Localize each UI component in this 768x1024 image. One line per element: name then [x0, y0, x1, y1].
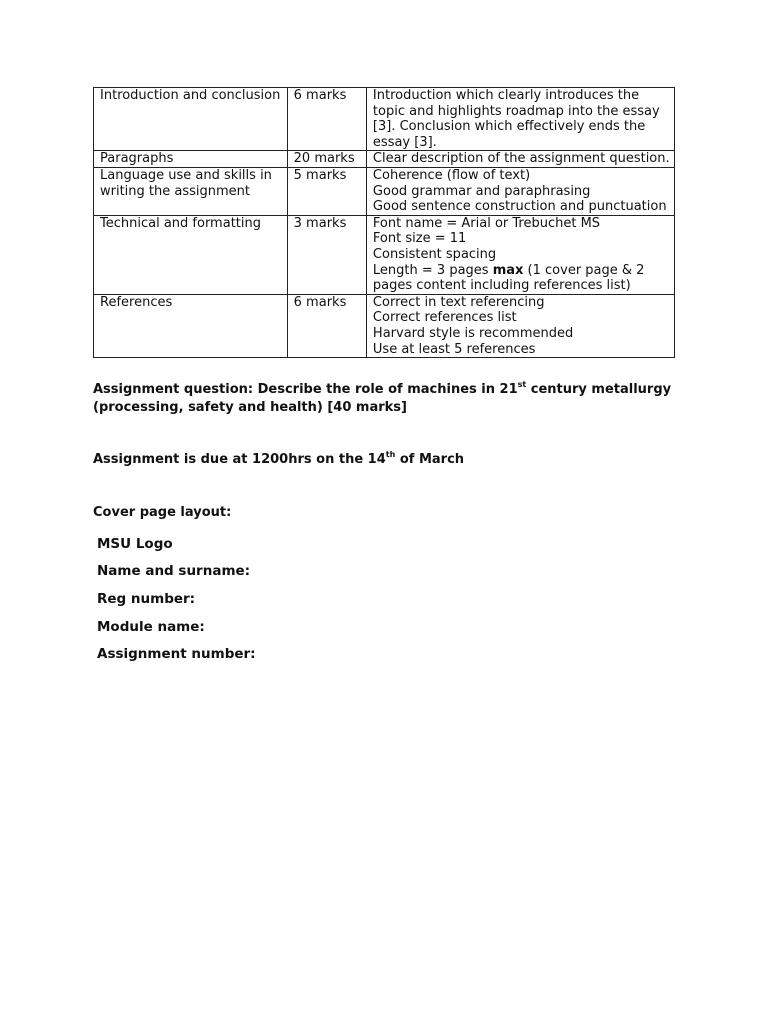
- criterion-cell: [94, 294, 288, 357]
- ordinal-suffix: st: [517, 380, 527, 389]
- criterion-label: Paragraphs: [100, 151, 174, 167]
- assignment-question: [93, 381, 671, 417]
- description-line: Clear description of the assignment question.: [372, 151, 670, 167]
- cover-item-assignment-number: Assignment number:: [97, 646, 256, 662]
- description-cell: [366, 294, 674, 357]
- description-line: Font size = 11: [372, 231, 467, 247]
- description-line: [3]. Conclusion which effectively ends the: [372, 119, 646, 135]
- table-row: [94, 215, 675, 294]
- description-line: Introduction which clearly introduces the: [372, 88, 640, 103]
- emphasis-text: max: [492, 262, 524, 278]
- marks-cell: [287, 88, 366, 151]
- text-run: Assignment question: Describe the role of machines in 21: [93, 382, 518, 397]
- description-line: Use at least 5 references: [372, 341, 536, 357]
- description-line: essay [3].: [372, 134, 437, 150]
- criterion-label: Introduction and conclusion: [100, 88, 281, 103]
- criterion-cell: [94, 88, 288, 151]
- text-run: Length = 3 pages: [372, 262, 493, 278]
- criterion-label: References: [100, 294, 173, 310]
- description-line: Harvard style is recommended: [372, 325, 574, 341]
- table-row: [94, 167, 675, 215]
- criterion-label: Technical and formatting: [100, 215, 261, 231]
- ordinal-suffix: th: [385, 450, 396, 459]
- marks-cell: [287, 167, 366, 215]
- description-line: topic and highlights roadmap into the essay: [372, 103, 660, 119]
- criterion-cell: [94, 151, 288, 168]
- due-date-statement: [93, 451, 464, 469]
- marking-rubric-table: [93, 87, 675, 358]
- description-line: Good sentence construction and punctuation: [372, 199, 667, 215]
- description-line: Font name = Arial or Trebuchet MS: [372, 215, 601, 231]
- cover-item-name: Name and surname:: [97, 563, 251, 579]
- description-cell: [366, 151, 674, 168]
- criterion-label: writing the assignment: [100, 183, 251, 199]
- text-run: Assignment is due at 1200hrs on the 14: [93, 452, 386, 467]
- description-line: pages content including references list): [372, 278, 631, 294]
- criterion-cell: [94, 167, 288, 215]
- text-run: century metallurgy: [526, 382, 672, 397]
- description-line: Good grammar and paraphrasing: [372, 183, 591, 199]
- cover-item-reg-number: Reg number:: [97, 591, 196, 607]
- marks-value: 3 marks: [293, 215, 347, 231]
- description-cell: [366, 215, 674, 294]
- criterion-label: Language use and skills in: [100, 167, 272, 183]
- marks-value: 6 marks: [293, 88, 347, 103]
- description-line: Coherence (flow of text): [372, 167, 531, 183]
- description-line: Consistent spacing: [372, 246, 497, 262]
- description-line: [373, 263, 670, 279]
- marks-value: 6 marks: [293, 294, 347, 310]
- marks-cell: [287, 294, 366, 357]
- description-line: Correct in text referencing: [372, 294, 545, 310]
- marks-value: 20 marks: [293, 151, 355, 167]
- description-cell: [366, 167, 674, 215]
- question-line: (processing, safety and health) [40 marks]: [93, 400, 407, 415]
- text-run: (1 cover page & 2: [523, 262, 645, 278]
- description-line: Correct references list: [372, 310, 517, 326]
- table-row: [94, 151, 675, 168]
- question-line: [93, 381, 671, 399]
- marks-cell: [287, 215, 366, 294]
- cover-page-heading: Cover page layout:: [93, 505, 232, 520]
- marks-value: 5 marks: [293, 167, 347, 183]
- table-row: [94, 294, 675, 357]
- marks-cell: [287, 151, 366, 168]
- cover-item-module-name: Module name:: [97, 619, 205, 635]
- criterion-cell: [94, 215, 288, 294]
- description-cell: [366, 88, 674, 151]
- cover-item-logo: MSU Logo: [97, 536, 173, 552]
- text-run: of March: [395, 452, 465, 467]
- table-row: [94, 88, 675, 151]
